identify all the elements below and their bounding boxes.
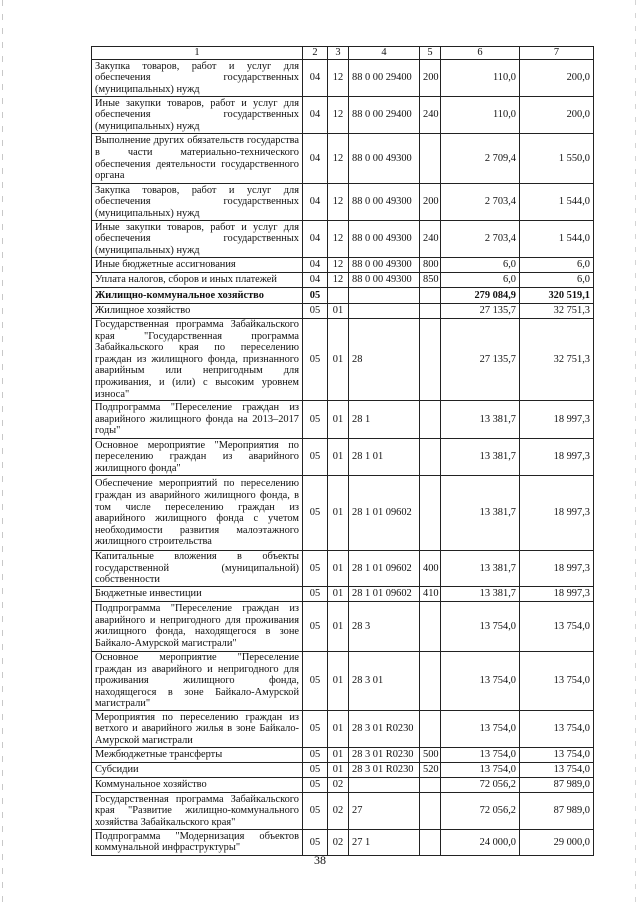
row-name-cell: Подпрограмма "Переселение граждан из аварийного и непригодного для проживания жилищного фонда, находящегося в зоне Байкало-Амурской магистрали" — [92, 601, 303, 651]
row-value-cell-5 — [420, 476, 441, 551]
row-value-cell-5: 520 — [420, 762, 441, 777]
row-value-cell-6: 13 381,7 — [441, 551, 520, 587]
scan-edge-left — [2, 0, 3, 905]
table-row — [92, 401, 594, 439]
row-value-cell-2: 05 — [303, 476, 328, 551]
row-value-cell-4: 28 3 — [349, 601, 420, 651]
row-value-cell-2: 05 — [303, 319, 328, 401]
table-row — [92, 586, 594, 601]
row-value-cell-5 — [420, 601, 441, 651]
row-value-cell-4: 88 0 00 49300 — [349, 258, 420, 273]
table-header-row — [92, 47, 594, 60]
row-value-cell-2: 05 — [303, 710, 328, 747]
row-value-cell-5: 400 — [420, 551, 441, 587]
table-row — [92, 304, 594, 319]
row-value-cell-2: 05 — [303, 288, 328, 304]
row-value-cell-3: 12 — [328, 134, 349, 184]
table-row — [92, 184, 594, 221]
header-cell-7: 7 — [520, 47, 594, 60]
row-value-cell-5 — [420, 319, 441, 401]
row-value-cell-3: 01 — [328, 304, 349, 319]
header-cell-5: 5 — [420, 47, 441, 60]
row-name-cell: Бюджетные инвестиции — [92, 586, 303, 601]
row-value-cell-2: 05 — [303, 777, 328, 792]
table-row — [92, 762, 594, 777]
row-value-cell-6: 2 703,4 — [441, 221, 520, 258]
header-cell-6: 6 — [441, 47, 520, 60]
row-value-cell-3: 12 — [328, 97, 349, 134]
row-value-cell-6: 13 754,0 — [441, 747, 520, 762]
row-value-cell-5: 850 — [420, 273, 441, 288]
row-value-cell-6: 13 381,7 — [441, 476, 520, 551]
row-name-cell: Выполнение других обязательств государства в части материально-технического обеспечения деятельности государственного органа — [92, 134, 303, 184]
row-value-cell-7: 13 754,0 — [520, 651, 594, 710]
row-name-cell: Основное мероприятие "Переселение граждан из аварийного и непригодного для проживания жилищного фонда, находящегося в зоне Байкало-Амурской магистрали" — [92, 651, 303, 710]
row-value-cell-2: 04 — [303, 184, 328, 221]
row-value-cell-7: 18 997,3 — [520, 439, 594, 476]
row-value-cell-3: 12 — [328, 221, 349, 258]
row-value-cell-3: 01 — [328, 439, 349, 476]
row-value-cell-2: 04 — [303, 221, 328, 258]
table-row — [92, 60, 594, 97]
row-value-cell-2: 05 — [303, 601, 328, 651]
row-value-cell-4: 88 0 00 49300 — [349, 184, 420, 221]
row-value-cell-3: 02 — [328, 777, 349, 792]
row-value-cell-3: 12 — [328, 273, 349, 288]
row-name-cell: Подпрограмма "Модернизация объектов коммунальной инфраструктуры" — [92, 829, 303, 855]
header-cell-4: 4 — [349, 47, 420, 60]
table-row — [92, 134, 594, 184]
row-value-cell-6: 2 709,4 — [441, 134, 520, 184]
row-name-cell: Коммунальное хозяйство — [92, 777, 303, 792]
row-name-cell: Обеспечение мероприятий по переселению граждан из аварийного жилищного фонда, в том числе переселению граждан из аварийного жилищного фонда с учетом необходимости развития малоэтажного жилищного строительства — [92, 476, 303, 551]
row-name-cell: Капитальные вложения в объекты государственной (муниципальной) собственности — [92, 551, 303, 587]
row-value-cell-7: 1 544,0 — [520, 221, 594, 258]
row-value-cell-7: 200,0 — [520, 60, 594, 97]
row-value-cell-6: 13 381,7 — [441, 401, 520, 439]
row-value-cell-2: 05 — [303, 401, 328, 439]
row-value-cell-2: 05 — [303, 829, 328, 855]
row-value-cell-7: 13 754,0 — [520, 762, 594, 777]
row-value-cell-4: 27 1 — [349, 829, 420, 855]
row-value-cell-5 — [420, 651, 441, 710]
row-value-cell-3: 12 — [328, 258, 349, 273]
budget-table — [91, 46, 594, 856]
table-row — [92, 439, 594, 476]
row-value-cell-6: 24 000,0 — [441, 829, 520, 855]
row-value-cell-6: 72 056,2 — [441, 777, 520, 792]
table-row — [92, 777, 594, 792]
row-value-cell-5 — [420, 304, 441, 319]
row-value-cell-3: 01 — [328, 710, 349, 747]
row-value-cell-5: 240 — [420, 221, 441, 258]
row-name-cell: Иные закупки товаров, работ и услуг для обеспечения государственных (муниципальных) нужд — [92, 221, 303, 258]
row-name-cell: Жилищное хозяйство — [92, 304, 303, 319]
row-value-cell-4: 28 1 01 09602 — [349, 476, 420, 551]
row-value-cell-2: 04 — [303, 60, 328, 97]
row-name-cell: Закупка товаров, работ и услуг для обеспечения государственных (муниципальных) нужд — [92, 60, 303, 97]
row-value-cell-4: 28 3 01 R0230 — [349, 762, 420, 777]
row-value-cell-3: 01 — [328, 762, 349, 777]
row-value-cell-2: 04 — [303, 258, 328, 273]
table-row — [92, 319, 594, 401]
row-value-cell-4: 88 0 00 29400 — [349, 60, 420, 97]
row-value-cell-2: 05 — [303, 762, 328, 777]
row-value-cell-5: 200 — [420, 184, 441, 221]
row-value-cell-5 — [420, 288, 441, 304]
row-name-cell: Государственная программа Забайкальского края "Развитие жилищно-коммунального хозяйства Забайкальского края" — [92, 792, 303, 829]
row-value-cell-6: 13 381,7 — [441, 586, 520, 601]
row-value-cell-4 — [349, 288, 420, 304]
row-value-cell-2: 05 — [303, 792, 328, 829]
table-row — [92, 258, 594, 273]
row-value-cell-3: 12 — [328, 60, 349, 97]
row-name-cell: Иные бюджетные ассигнования — [92, 258, 303, 273]
row-value-cell-7: 1 550,0 — [520, 134, 594, 184]
row-name-cell: Основное мероприятие "Мероприятия по переселению граждан из аварийного жилищного фонда" — [92, 439, 303, 476]
row-value-cell-5: 410 — [420, 586, 441, 601]
row-value-cell-5 — [420, 439, 441, 476]
table-row — [92, 97, 594, 134]
row-value-cell-7: 87 989,0 — [520, 792, 594, 829]
row-value-cell-4: 28 3 01 R0230 — [349, 710, 420, 747]
row-value-cell-7: 18 997,3 — [520, 401, 594, 439]
row-value-cell-2: 05 — [303, 747, 328, 762]
row-value-cell-3: 01 — [328, 651, 349, 710]
row-value-cell-7: 200,0 — [520, 97, 594, 134]
table-row — [92, 710, 594, 747]
row-value-cell-3: 01 — [328, 747, 349, 762]
row-value-cell-4: 28 1 01 — [349, 439, 420, 476]
row-value-cell-4: 88 0 00 49300 — [349, 273, 420, 288]
row-value-cell-6: 110,0 — [441, 60, 520, 97]
row-value-cell-6: 27 135,7 — [441, 319, 520, 401]
row-value-cell-6: 27 135,7 — [441, 304, 520, 319]
row-value-cell-7: 32 751,3 — [520, 319, 594, 401]
row-name-cell: Подпрограмма "Переселение граждан из аварийного жилищного фонда на 2013–2017 годы" — [92, 401, 303, 439]
row-value-cell-6: 6,0 — [441, 258, 520, 273]
row-value-cell-3 — [328, 288, 349, 304]
row-value-cell-7: 29 000,0 — [520, 829, 594, 855]
row-value-cell-2: 05 — [303, 304, 328, 319]
row-value-cell-2: 04 — [303, 273, 328, 288]
row-value-cell-5 — [420, 829, 441, 855]
row-value-cell-2: 05 — [303, 439, 328, 476]
row-value-cell-7: 87 989,0 — [520, 777, 594, 792]
table-row — [92, 221, 594, 258]
row-value-cell-2: 05 — [303, 651, 328, 710]
row-name-cell: Государственная программа Забайкальского края "Государственная программа Забайкальского края по переселению граждан из жилищного фонда, признанного аварийным или непригодным для проживания, и (или) с высоким уровнем износа" — [92, 319, 303, 401]
row-value-cell-6: 13 754,0 — [441, 651, 520, 710]
table-row — [92, 288, 594, 304]
row-value-cell-5 — [420, 134, 441, 184]
row-value-cell-5 — [420, 777, 441, 792]
row-value-cell-4: 88 0 00 49300 — [349, 221, 420, 258]
row-value-cell-4: 88 0 00 49300 — [349, 134, 420, 184]
row-value-cell-7: 1 544,0 — [520, 184, 594, 221]
row-value-cell-5 — [420, 792, 441, 829]
row-value-cell-3: 01 — [328, 551, 349, 587]
row-value-cell-4: 28 1 01 09602 — [349, 551, 420, 587]
row-value-cell-4: 28 3 01 — [349, 651, 420, 710]
row-value-cell-6: 13 381,7 — [441, 439, 520, 476]
row-name-cell: Мероприятия по переселению граждан из ветхого и аварийного жилья в зоне Байкало-Амурской магистрали — [92, 710, 303, 747]
header-cell-3: 3 — [328, 47, 349, 60]
row-value-cell-3: 01 — [328, 476, 349, 551]
row-value-cell-3: 01 — [328, 601, 349, 651]
row-value-cell-6: 13 754,0 — [441, 762, 520, 777]
row-value-cell-2: 05 — [303, 586, 328, 601]
row-value-cell-3: 01 — [328, 401, 349, 439]
row-value-cell-7: 18 997,3 — [520, 586, 594, 601]
row-value-cell-3: 01 — [328, 319, 349, 401]
table-row — [92, 747, 594, 762]
row-value-cell-4: 27 — [349, 792, 420, 829]
row-value-cell-3: 12 — [328, 184, 349, 221]
header-cell-2: 2 — [303, 47, 328, 60]
row-value-cell-3: 01 — [328, 586, 349, 601]
row-value-cell-7: 6,0 — [520, 273, 594, 288]
row-value-cell-6: 279 084,9 — [441, 288, 520, 304]
row-name-cell: Субсидии — [92, 762, 303, 777]
row-value-cell-2: 04 — [303, 134, 328, 184]
row-value-cell-7: 32 751,3 — [520, 304, 594, 319]
row-value-cell-3: 02 — [328, 829, 349, 855]
header-cell-1: 1 — [92, 47, 303, 60]
row-value-cell-5: 800 — [420, 258, 441, 273]
row-value-cell-5: 240 — [420, 97, 441, 134]
table-row — [92, 792, 594, 829]
row-value-cell-4: 28 3 01 R0230 — [349, 747, 420, 762]
scan-edge-right — [635, 0, 636, 905]
row-value-cell-4: 28 1 01 09602 — [349, 586, 420, 601]
table-row — [92, 651, 594, 710]
row-value-cell-5: 500 — [420, 747, 441, 762]
row-value-cell-5 — [420, 710, 441, 747]
row-value-cell-6: 13 754,0 — [441, 601, 520, 651]
row-value-cell-7: 13 754,0 — [520, 710, 594, 747]
row-value-cell-7: 13 754,0 — [520, 601, 594, 651]
row-value-cell-5: 200 — [420, 60, 441, 97]
row-value-cell-3: 02 — [328, 792, 349, 829]
row-value-cell-2: 05 — [303, 551, 328, 587]
table-row — [92, 829, 594, 855]
table-row — [92, 601, 594, 651]
row-value-cell-6: 72 056,2 — [441, 792, 520, 829]
row-value-cell-4 — [349, 304, 420, 319]
row-value-cell-6: 13 754,0 — [441, 710, 520, 747]
row-name-cell: Закупка товаров, работ и услуг для обеспечения государственных (муниципальных) нужд — [92, 184, 303, 221]
row-value-cell-7: 13 754,0 — [520, 747, 594, 762]
row-value-cell-4: 28 — [349, 319, 420, 401]
row-name-cell: Уплата налогов, сборов и иных платежей — [92, 273, 303, 288]
row-value-cell-7: 18 997,3 — [520, 551, 594, 587]
table-row — [92, 273, 594, 288]
row-name-cell: Жилищно-коммунальное хозяйство — [92, 288, 303, 304]
row-value-cell-7: 6,0 — [520, 258, 594, 273]
row-value-cell-4 — [349, 777, 420, 792]
table-row — [92, 476, 594, 551]
page-number: 38 — [314, 853, 326, 867]
row-value-cell-5 — [420, 401, 441, 439]
row-value-cell-7: 320 519,1 — [520, 288, 594, 304]
row-name-cell: Иные закупки товаров, работ и услуг для обеспечения государственных (муниципальных) нужд — [92, 97, 303, 134]
row-value-cell-6: 6,0 — [441, 273, 520, 288]
row-value-cell-6: 110,0 — [441, 97, 520, 134]
row-value-cell-4: 28 1 — [349, 401, 420, 439]
row-value-cell-2: 04 — [303, 97, 328, 134]
row-name-cell: Межбюджетные трансферты — [92, 747, 303, 762]
row-value-cell-6: 2 703,4 — [441, 184, 520, 221]
row-value-cell-7: 18 997,3 — [520, 476, 594, 551]
table-row — [92, 551, 594, 587]
row-value-cell-4: 88 0 00 29400 — [349, 97, 420, 134]
